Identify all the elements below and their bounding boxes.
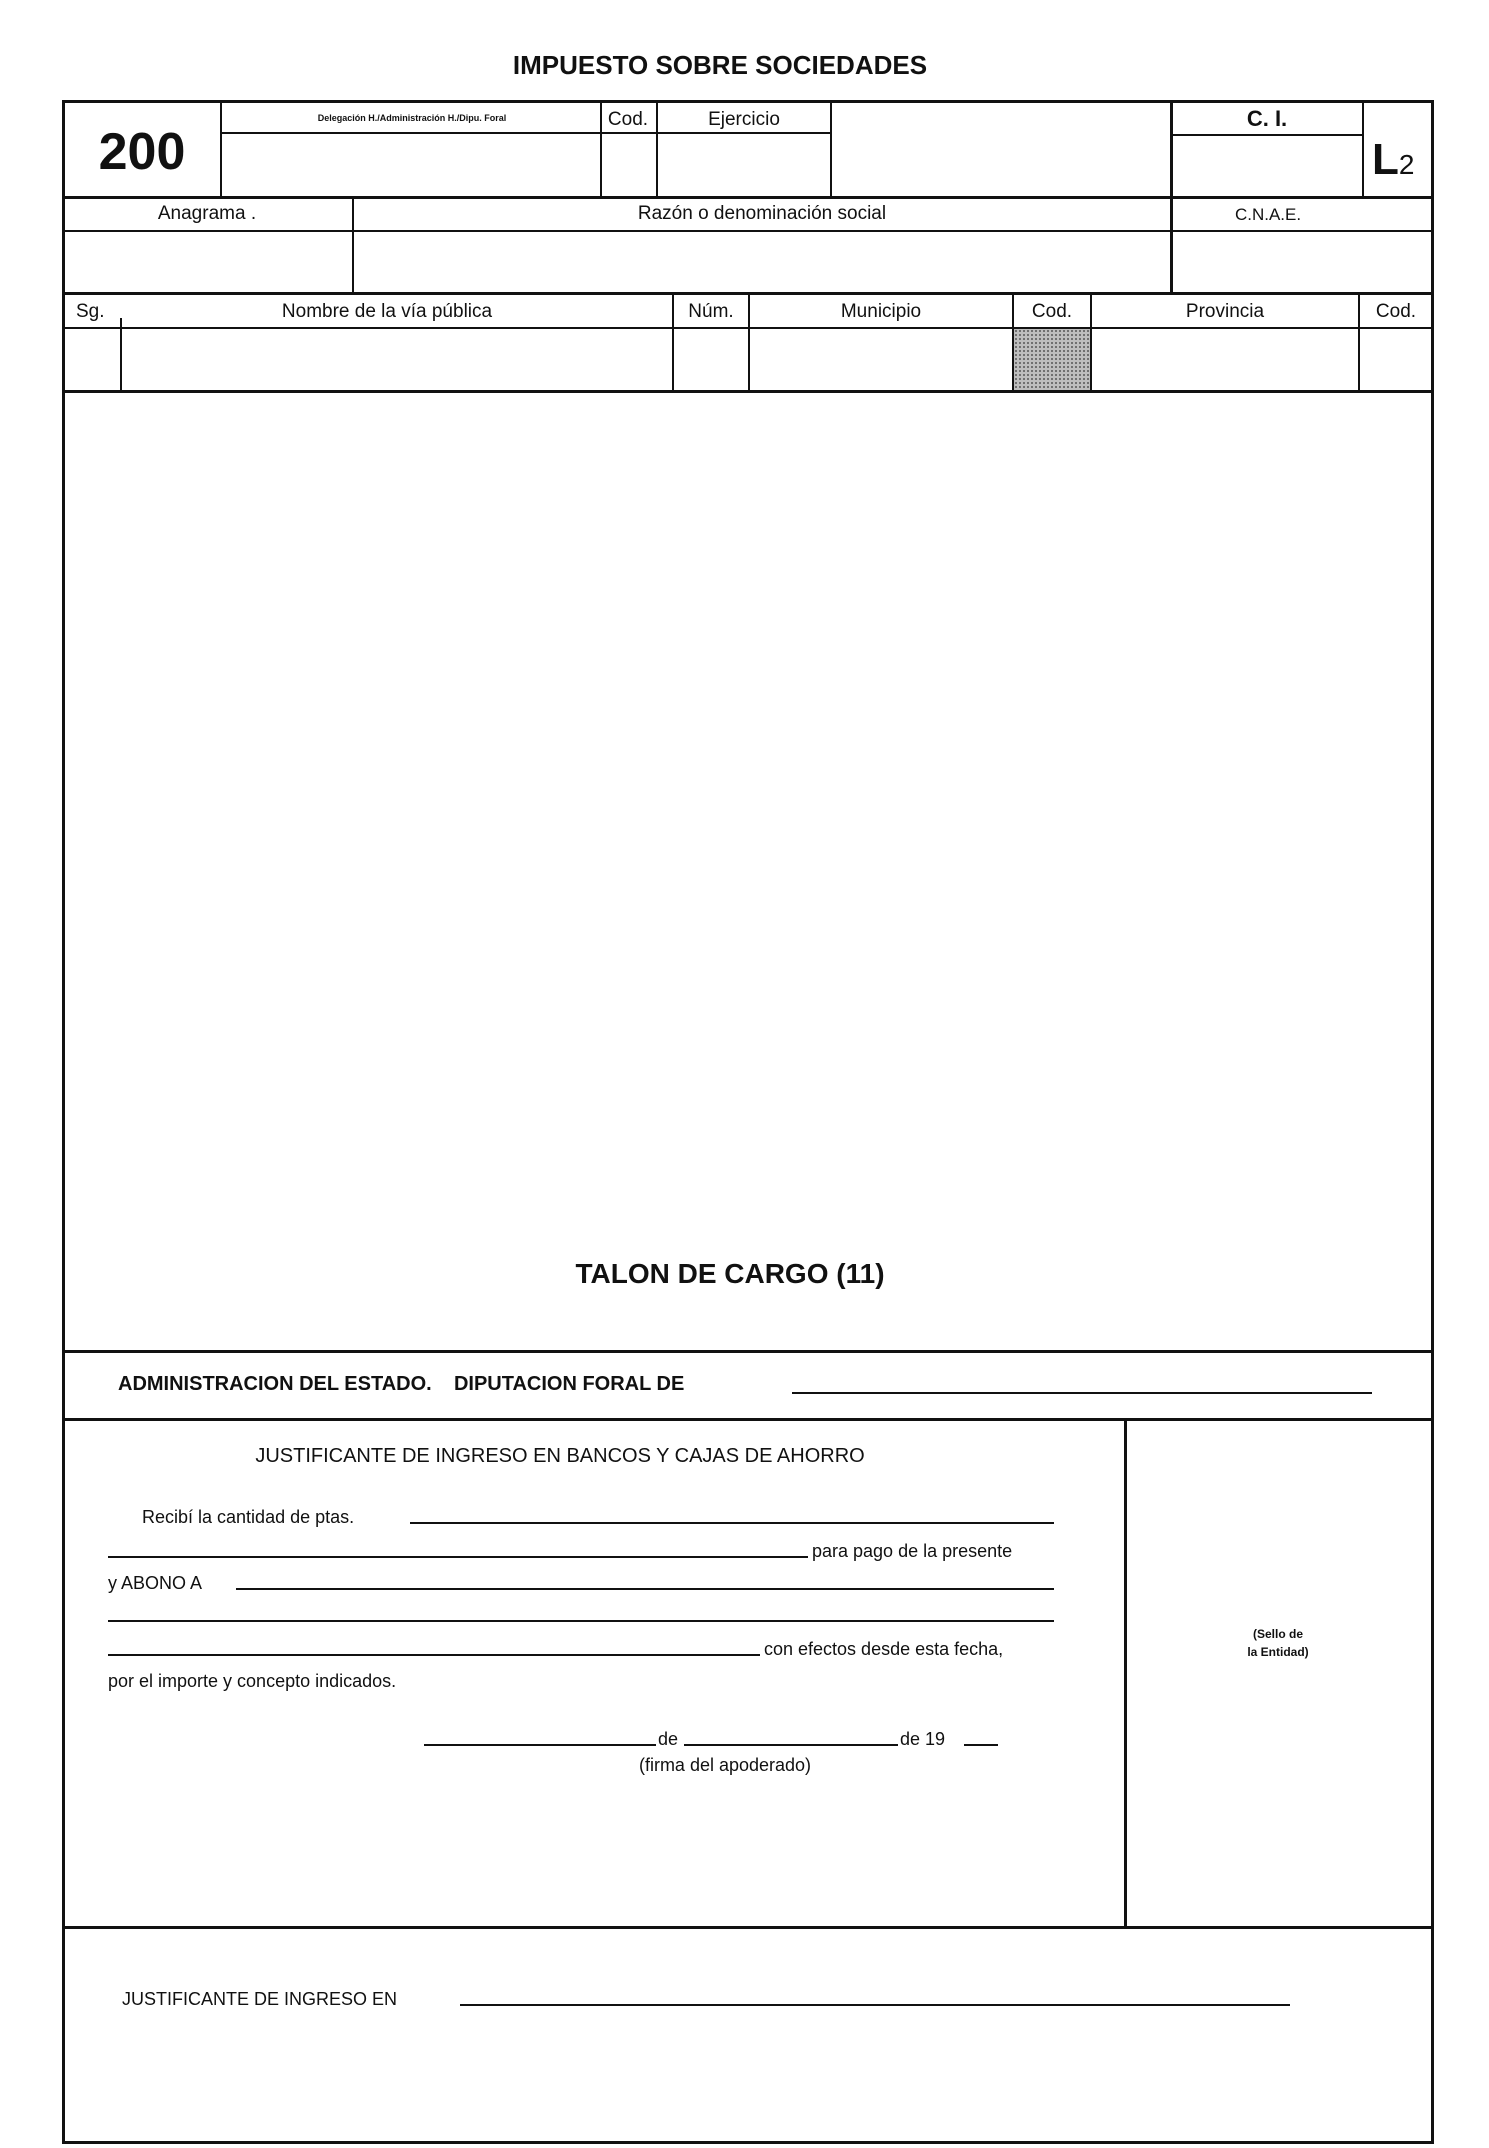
justificante-bottom-line [62, 1926, 1434, 1929]
abono-field-line[interactable] [236, 1588, 1054, 1590]
ci-input[interactable] [1174, 138, 1362, 194]
delegation-input[interactable] [224, 136, 600, 194]
talon-area [66, 394, 1430, 1344]
cod-mun-label: Cod. [1031, 301, 1073, 322]
mes-field-line[interactable] [684, 1744, 898, 1746]
recibi-label: Recibí la cantidad de ptas. [142, 1507, 355, 1527]
provincia-input[interactable] [1094, 331, 1356, 388]
de19-label: de 19 [900, 1729, 946, 1749]
row1-bottom-line [62, 196, 1434, 199]
ejercicio-input[interactable] [660, 136, 830, 194]
abono-label: y ABONO A [108, 1573, 203, 1593]
para-pago-label: para pago de la presente [812, 1541, 1013, 1561]
cod-label: Cod. [607, 109, 649, 130]
page-code-digit: 2 [1398, 149, 1415, 180]
page-code-letter: L [1372, 135, 1399, 184]
anagrama-label: Anagrama . [157, 203, 257, 224]
anagrama-input[interactable] [66, 234, 350, 290]
cantidad-field-line[interactable] [410, 1522, 1054, 1524]
sg-input[interactable] [66, 331, 118, 388]
divider [830, 100, 832, 196]
via-input[interactable] [124, 331, 670, 388]
ejercicio-label: Ejercicio [708, 109, 780, 130]
ci-label-underline [1170, 134, 1364, 136]
cod-prov-label: Cod. [1375, 301, 1417, 322]
form-title: IMPUESTO SOBRE SOCIEDADES [512, 50, 928, 80]
num-input[interactable] [676, 331, 746, 388]
cod-prov-input[interactable] [1362, 331, 1430, 388]
razon-label: Razón o denominación social [637, 203, 887, 224]
cod-mun-shaded-box [1014, 329, 1090, 390]
justificante-title: JUSTIFICANTE DE INGRESO EN BANCOS Y CAJAS DE AHORRO [255, 1445, 865, 1467]
concepto-field-line[interactable] [108, 1556, 808, 1558]
municipio-input[interactable] [752, 331, 1010, 388]
delegation-label: Delegación H./Administración H./Dipu. Foral [317, 113, 507, 123]
model-number: 200 [98, 123, 186, 181]
page-code [1372, 135, 1415, 184]
con-efectos-label: con efectos desde esta fecha, [764, 1639, 1004, 1659]
sello-label-1: (Sello de [1252, 1627, 1303, 1641]
anio-field-line[interactable] [964, 1744, 998, 1746]
municipio-label: Municipio [840, 301, 922, 322]
por-importe-label: por el importe y concepto indicados. [108, 1671, 397, 1691]
abono-field-line-2[interactable] [108, 1620, 1054, 1622]
num-label: Núm. [688, 301, 734, 322]
diputacion-field-line[interactable] [792, 1392, 1372, 1394]
talon-bottom-line [62, 1350, 1434, 1353]
ci-label: C. I. [1246, 106, 1288, 131]
firma-label: (firma del apoderado) [638, 1755, 812, 1775]
footer-field-line[interactable] [460, 2004, 1290, 2006]
divider [120, 318, 122, 392]
cnae-label: C.N.A.E. [1234, 205, 1302, 224]
sello-area [1128, 1422, 1430, 1924]
via-label: Nombre de la vía pública [281, 301, 493, 322]
footer-justificante-label: JUSTIFICANTE DE INGRESO EN [122, 1989, 398, 2009]
delegation-label-underline [222, 132, 832, 134]
razon-input[interactable] [356, 234, 1168, 290]
row2-label-line [62, 230, 1434, 232]
sg-label: Sg. [76, 301, 105, 322]
cod-input[interactable] [602, 136, 656, 194]
lugar-field-line[interactable] [424, 1744, 656, 1746]
provincia-label: Provincia [1185, 301, 1265, 322]
de1-label: de [658, 1729, 679, 1749]
cnae-input[interactable] [1176, 234, 1430, 290]
talon-title: TALON DE CARGO (11) [575, 1258, 885, 1289]
efectos-field-line[interactable] [108, 1654, 760, 1656]
sello-divider [1124, 1418, 1127, 1926]
admin-bottom-line [62, 1418, 1434, 1421]
divider [1362, 100, 1364, 196]
sello-label-2: la Entidad) [1247, 1645, 1309, 1659]
administracion-text: ADMINISTRACION DEL ESTADO. DIPUTACION FORAL DE [118, 1373, 685, 1395]
